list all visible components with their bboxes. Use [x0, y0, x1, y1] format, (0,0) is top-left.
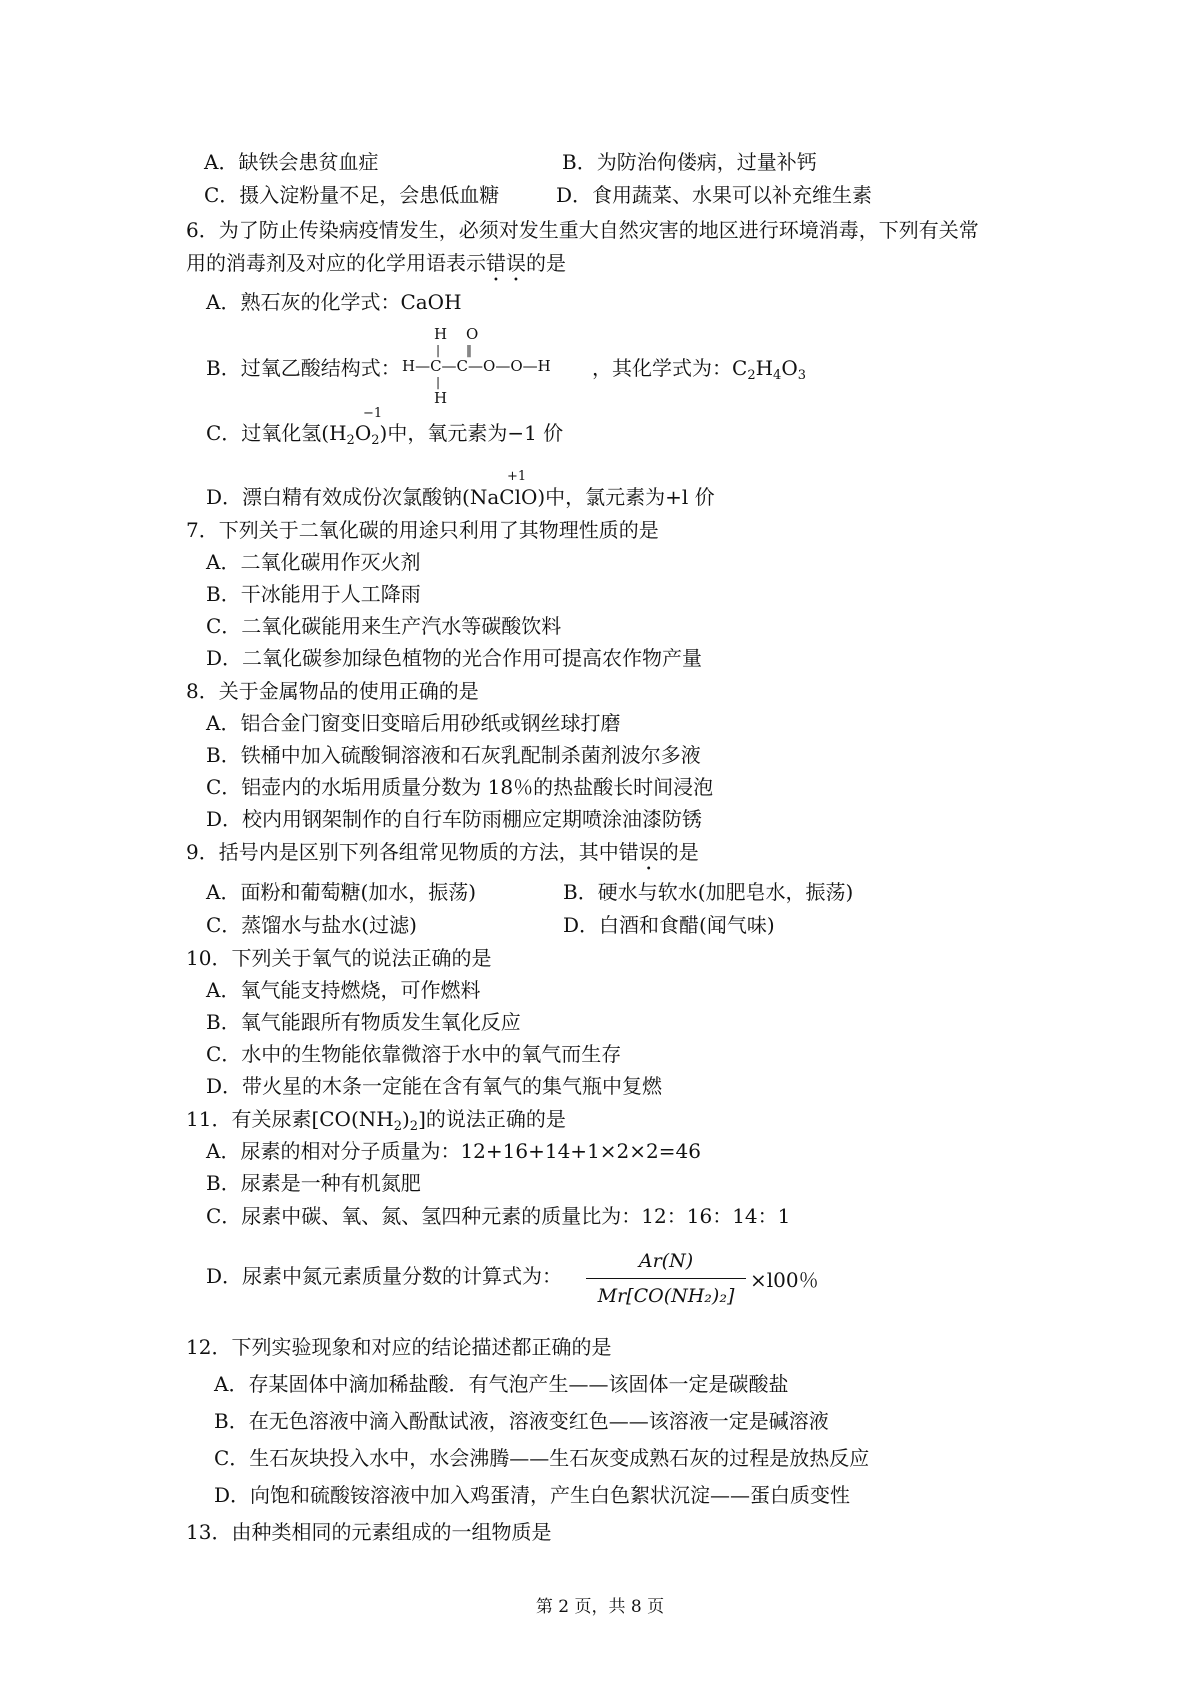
- q7-option-a: A．二氧化碳用作灭火剂: [206, 550, 421, 574]
- struct-h-bottom: H: [434, 389, 448, 407]
- q10-option-a: A．氧气能支持燃烧，可作燃料: [206, 978, 481, 1002]
- q11-option-b: B．尿素是一种有机氮肥: [206, 1171, 421, 1195]
- q8-option-a: A．铝合金门窗变旧变暗后用砂纸或钢丝球打磨: [206, 711, 621, 735]
- q6-option-b-label: B．过氧乙酸结构式：: [206, 356, 401, 380]
- q6-option-a: A．熟石灰的化学式：CaOH: [206, 290, 462, 314]
- fraction-bar: [586, 1278, 746, 1279]
- q6-c-pre: C．过氧化氢(H: [206, 421, 347, 445]
- q6-d-valence-label: +1: [507, 469, 527, 484]
- q11-d-percent: ×l00％: [750, 1268, 819, 1292]
- q6-b-sub3: 3: [797, 368, 807, 383]
- q5-option-d: D．食用蔬菜、水果可以补充维生素: [556, 183, 873, 207]
- q5-option-c: C．摄入淀粉量不足，会患低血糖: [204, 183, 500, 207]
- struct-main-chain: H—C—C—O—O—H: [402, 357, 551, 375]
- q10-option-b: B．氧气能跟所有物质发生氧化反应: [206, 1010, 521, 1034]
- q12-option-b: B．在无色溶液中滴入酚酞试液，溶液变红色——该溶液一定是碱溶液: [214, 1409, 829, 1433]
- struct-bond-up: |: [436, 343, 441, 357]
- q8-stem: 8．关于金属物品的使用正确的是: [186, 679, 479, 703]
- q11-stem-post: ]的说法正确的是: [418, 1107, 566, 1131]
- q12-option-d: D．向饱和硫酸铵溶液中加入鸡蛋清，产生白色絮状沉淀——蛋白质变性: [214, 1483, 851, 1507]
- q10-option-c: C．水中的生物能依靠微溶于水中的氧气而生存: [206, 1042, 622, 1066]
- q7-option-c: C．二氧化碳能用来生产汽水等碳酸饮料: [206, 614, 562, 638]
- q6-stem2-pre: 用的消毒剂及对应的化学用语表示: [186, 251, 486, 275]
- q6-b-sub1: 2: [747, 368, 756, 383]
- q6-stem2-emphasis: 错误: [486, 251, 526, 275]
- q5-option-a: A．缺铁会患贫血症: [204, 150, 379, 174]
- q12-option-a: A．存某固体中滴加稀盐酸．有气泡产生——该固体一定是碳酸盐: [214, 1372, 789, 1396]
- fraction-numerator: Ar(N): [638, 1250, 694, 1272]
- q6-stem2-post: 的是: [526, 251, 566, 275]
- struct-o-top: O: [466, 325, 479, 343]
- q6-c-post: )中，氧元素为−1 价: [379, 421, 564, 445]
- q9-stem: [186, 840, 699, 875]
- q9-option-d: D．白酒和食醋(闻气味): [563, 913, 775, 937]
- q11-stem-pre: 11．有关尿素[CO(NH: [186, 1107, 394, 1131]
- q7-option-d: D．二氧化碳参加绿色植物的光合作用可提高农作物产量: [206, 646, 703, 670]
- q11-option-c: C．尿素中碳、氧、氮、氢四种元素的质量比为：12：16：14：1: [206, 1204, 791, 1228]
- q11-stem-mid: ): [401, 1107, 410, 1131]
- q9-option-a: A．面粉和葡萄糖(加水，振荡): [206, 880, 477, 904]
- q6-b-text: ，其化学式为：C: [592, 356, 748, 380]
- q6-stem-line1: 6．为了防止传染病疫情发生，必须对发生重大自然灾害的地区进行环境消毒，下列有关常: [186, 218, 979, 242]
- q9-stem-emphasis: 误: [638, 840, 659, 864]
- q9-option-c: C．蒸馏水与盐水(过滤): [206, 913, 417, 937]
- q6-option-d: D．漂白精有效成份次氯酸钠(NaClO)中，氯元素为+l 价: [206, 485, 715, 509]
- q6-b-h: H: [755, 356, 774, 380]
- q6-stem-line2: [186, 251, 566, 286]
- peracetic-acid-structure: [402, 324, 592, 410]
- q13-stem: 13．由种类相同的元素组成的一组物质是: [186, 1520, 552, 1544]
- struct-double-bond: ‖: [466, 343, 472, 357]
- q9-stem-pre: 9．括号内是区别下列各组常见物质的方法，其中错: [186, 840, 639, 864]
- page-footer: 第 2 页，共 8 页: [535, 1597, 665, 1617]
- q8-option-c: C．铝壶内的水垢用质量分数为 18％的热盐酸长时间浸泡: [206, 775, 714, 799]
- q5-option-b: B．为防治佝偻病，过量补钙: [562, 150, 817, 174]
- q6-c-sub1: 2: [346, 433, 355, 448]
- q6-c-o: O: [354, 421, 372, 445]
- q11-option-a: A．尿素的相对分子质量为：12+16+14+1×2×2=46: [206, 1139, 701, 1163]
- q10-stem: 10．下列关于氧气的说法正确的是: [186, 946, 492, 970]
- q6-option-c: [206, 421, 564, 448]
- q11-stem: [186, 1107, 566, 1134]
- q6-b-sub2: 4: [773, 368, 782, 383]
- q8-option-d: D．校内用钢架制作的自行车防雨棚应定期喷涂油漆防锈: [206, 807, 703, 831]
- struct-h-top: H: [434, 325, 448, 343]
- q12-stem: 12．下列实验现象和对应的结论描述都正确的是: [186, 1335, 612, 1359]
- q10-option-d: D．带火星的木条一定能在含有氧气的集气瓶中复燃: [206, 1074, 663, 1098]
- q11-stem-sub1: 2: [393, 1119, 402, 1134]
- q6-option-b-formula: [592, 356, 807, 383]
- q9-option-b: B．硬水与软水(加肥皂水，振荡): [563, 880, 854, 904]
- q12-option-c: C．生石灰块投入水中，水会沸腾——生石灰变成熟石灰的过程是放热反应: [214, 1446, 870, 1470]
- fraction-denominator: Mr[CO(NH₂)₂]: [597, 1285, 735, 1307]
- q8-option-b: B．铁桶中加入硫酸铜溶液和石灰乳配制杀菌剂波尔多液: [206, 743, 701, 767]
- struct-bond-down: |: [436, 375, 441, 389]
- q6-c-valence-label: −1: [363, 406, 383, 421]
- q11-stem-sub2: 2: [409, 1119, 419, 1134]
- q7-stem: 7．下列关于二氧化碳的用途只利用了其物理性质的是: [186, 518, 659, 542]
- q7-option-b: B．干冰能用于人工降雨: [206, 582, 421, 606]
- q9-stem-post: 的是: [658, 840, 699, 864]
- q6-b-o: O: [781, 356, 798, 380]
- q11-option-d: D．尿素中氮元素质量分数的计算式为：: [206, 1264, 563, 1288]
- q6-c-sub2: 2: [371, 433, 380, 448]
